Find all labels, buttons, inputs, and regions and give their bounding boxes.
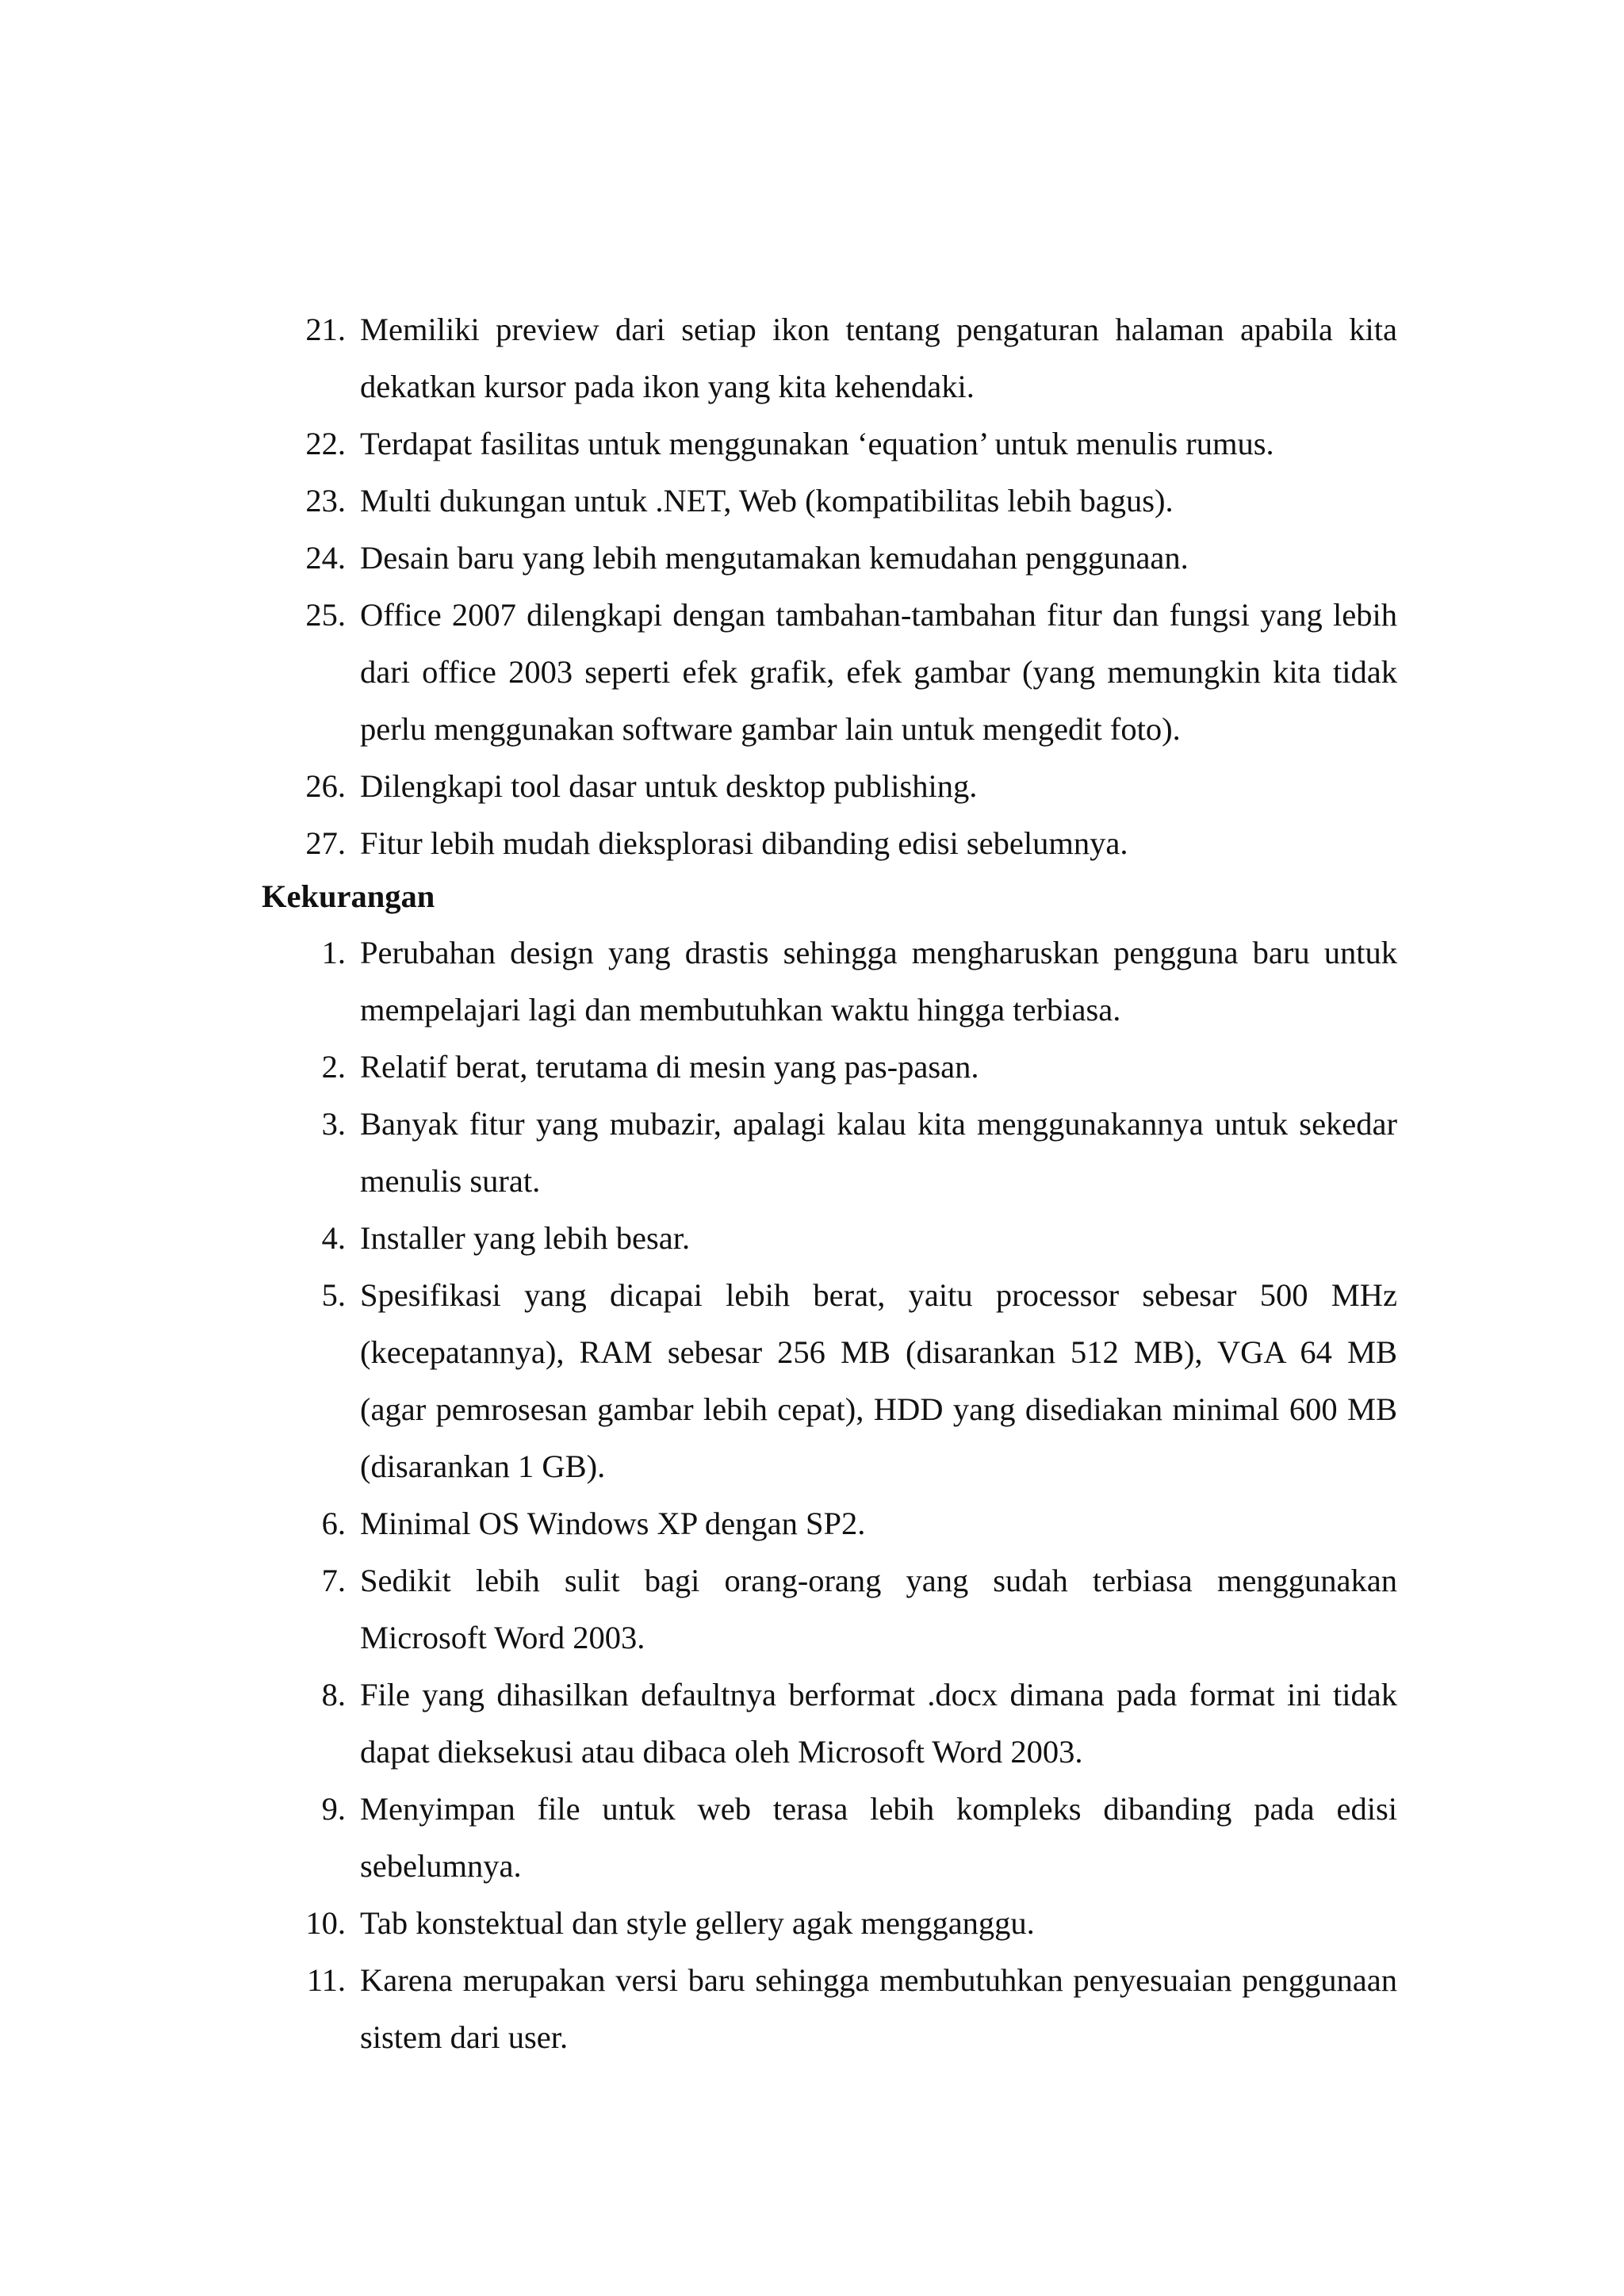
section-heading: Kekurangan xyxy=(262,878,435,914)
list-item xyxy=(0,1039,1624,1096)
list-item-number: 11. xyxy=(306,1962,346,1998)
list-item-number: 8. xyxy=(321,1677,346,1712)
list-item-number: 27. xyxy=(305,825,346,861)
list-item xyxy=(0,1210,1624,1267)
list-item xyxy=(0,758,1624,815)
list-item-number: 9. xyxy=(321,1791,346,1827)
list-item-text: Desain baru yang lebih mengutamakan kemudahan penggunaan. xyxy=(360,540,1189,576)
list-item-text: Office 2007 dilengkapi dengan tambahan-tambahan fitur dan fungsi yang lebih dari office 2003 seperti efek grafik, efek gambar (yang memungkin kita tidak perlu menggunakan software gambar lain untuk mengedit foto). xyxy=(360,597,1397,747)
advantages-list xyxy=(0,301,1624,872)
list-item-number: 26. xyxy=(305,768,346,804)
list-item-number: 23. xyxy=(305,483,346,519)
list-item xyxy=(0,1952,1624,2066)
disadvantages-list xyxy=(0,924,1624,2066)
list-item-text: Banyak fitur yang mubazir, apalagi kalau kita menggunakannya untuk sekedar menulis surat. xyxy=(360,1106,1397,1199)
list-item xyxy=(0,530,1624,587)
list-item xyxy=(0,473,1624,530)
list-item-number: 6. xyxy=(321,1506,346,1541)
list-item-text: Fitur lebih mudah dieksplorasi dibanding edisi sebelumnya. xyxy=(360,825,1128,861)
list-item xyxy=(0,1781,1624,1895)
list-item-text: Memiliki preview dari setiap ikon tentang pengaturan halaman apabila kita dekatkan kursor pada ikon yang kita kehendaki. xyxy=(360,312,1397,404)
list-item xyxy=(0,1096,1624,1210)
list-item-text: Terdapat fasilitas untuk menggunakan ‘equation’ untuk menulis rumus. xyxy=(360,426,1274,461)
list-item xyxy=(0,587,1624,758)
list-item-number: 5. xyxy=(321,1277,346,1313)
list-item-number: 7. xyxy=(321,1563,346,1598)
list-item-text: Sedikit lebih sulit bagi orang-orang yang sudah terbiasa menggunakan Microsoft Word 2003. xyxy=(360,1563,1397,1655)
list-item-text: Relatif berat, terutama di mesin yang pas-pasan. xyxy=(360,1049,979,1085)
list-item-text: Minimal OS Windows XP dengan SP2. xyxy=(360,1506,866,1541)
list-item xyxy=(0,1667,1624,1781)
list-item xyxy=(0,415,1624,473)
list-item xyxy=(0,1895,1624,1952)
list-item xyxy=(0,1552,1624,1667)
list-item xyxy=(0,1495,1624,1552)
list-item xyxy=(0,301,1624,415)
list-item-text: Tab konstektual dan style gellery agak mengganggu. xyxy=(360,1905,1035,1941)
list-item-number: 21. xyxy=(305,312,346,347)
list-item-text: Spesifikasi yang dicapai lebih berat, yaitu processor sebesar 500 MHz (kecepatannya), RAM sebesar 256 MB (disarankan 512 MB), VGA 64 MB (agar pemrosesan gambar lebih cepat), HDD yang disediakan minimal 600 MB (disarankan 1 GB). xyxy=(360,1277,1397,1484)
list-item xyxy=(0,1267,1624,1495)
list-item-text: Multi dukungan untuk .NET, Web (kompatibilitas lebih bagus). xyxy=(360,483,1174,519)
list-item xyxy=(0,815,1624,872)
list-item-text: Installer yang lebih besar. xyxy=(360,1220,691,1256)
list-item-text: Perubahan design yang drastis sehingga mengharuskan pengguna baru untuk mempelajari lagi dan membutuhkan waktu hingga terbiasa. xyxy=(360,935,1397,1027)
list-item-number: 3. xyxy=(321,1106,346,1142)
list-item xyxy=(0,924,1624,1039)
list-item-text: File yang dihasilkan defaultnya berformat .docx dimana pada format ini tidak dapat dieksekusi atau dibaca oleh Microsoft Word 2003. xyxy=(360,1677,1397,1770)
list-item-number: 10. xyxy=(305,1905,346,1941)
list-item-number: 25. xyxy=(305,597,346,633)
list-item-number: 4. xyxy=(321,1220,346,1256)
list-item-text: Dilengkapi tool dasar untuk desktop publishing. xyxy=(360,768,978,804)
list-item-number: 1. xyxy=(321,935,346,970)
list-item-text: Karena merupakan versi baru sehingga membutuhkan penyesuaian penggunaan sistem dari user. xyxy=(360,1962,1397,2055)
list-item-number: 2. xyxy=(321,1049,346,1085)
list-item-number: 24. xyxy=(305,540,346,576)
list-item-number: 22. xyxy=(305,426,346,461)
list-item-text: Menyimpan file untuk web terasa lebih kompleks dibanding pada edisi sebelumnya. xyxy=(360,1791,1397,1884)
